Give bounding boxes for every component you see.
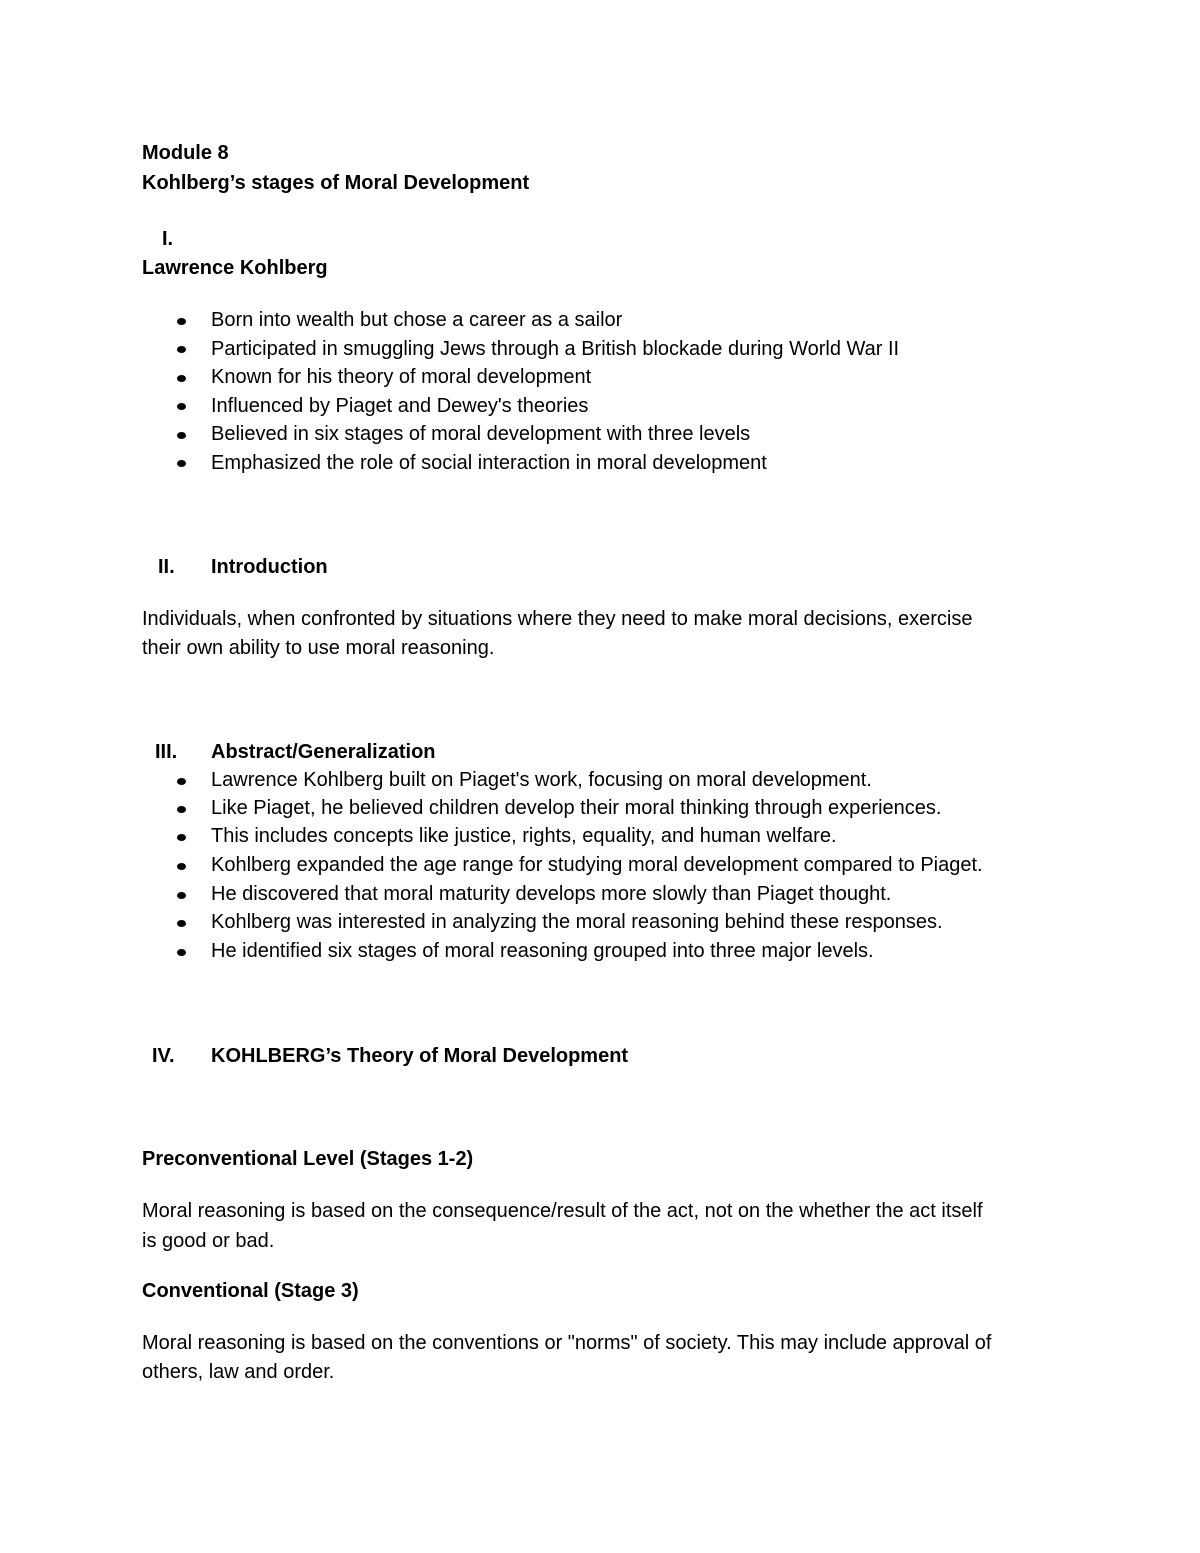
bullet-icon — [177, 949, 186, 956]
bullet-icon — [177, 403, 186, 410]
list-item: Kohlberg expanded the age range for studying moral development compared to Piaget. — [211, 854, 983, 876]
bullet-icon — [177, 375, 186, 382]
bullet-icon — [177, 432, 186, 439]
bullet-icon — [177, 778, 186, 785]
list-item: Influenced by Piaget and Dewey's theories — [211, 395, 589, 417]
bullet-icon — [177, 892, 186, 899]
section-4-heading: KOHLBERG’s Theory of Moral Development — [211, 1045, 629, 1067]
list-item: He identified six stages of moral reasoning grouped into three major levels. — [211, 940, 874, 962]
level-description-line: Moral reasoning is based on the conventions or "norms" of society. This may include approval of — [142, 1332, 992, 1354]
bullet-icon — [177, 346, 186, 353]
list-item: Kohlberg was interested in analyzing the moral reasoning behind these responses. — [211, 911, 943, 933]
module-label: Module 8 — [142, 142, 229, 164]
section-2-heading: Introduction — [211, 556, 328, 578]
section-2-paragraph-line: Individuals, when confronted by situations where they need to make moral decisions, exercise — [142, 608, 973, 630]
section-4-numeral: IV. — [152, 1045, 175, 1067]
list-item: Like Piaget, he believed children develop their moral thinking through experiences. — [211, 797, 942, 819]
bullet-icon — [177, 806, 186, 813]
section-2-numeral: II. — [158, 556, 175, 578]
level-title: Conventional (Stage 3) — [142, 1280, 359, 1302]
section-1-heading: Lawrence Kohlberg — [142, 257, 328, 279]
list-item: Known for his theory of moral development — [211, 366, 592, 388]
level-description-line: is good or bad. — [142, 1230, 275, 1252]
bullet-icon — [177, 863, 186, 870]
list-item: This includes concepts like justice, rights, equality, and human welfare. — [211, 825, 837, 847]
bullet-icon — [177, 834, 186, 841]
list-item: Emphasized the role of social interaction in moral development — [211, 452, 767, 474]
list-item: Participated in smuggling Jews through a British blockade during World War II — [211, 338, 900, 360]
list-item: Born into wealth but chose a career as a sailor — [211, 309, 623, 331]
bullet-icon — [177, 318, 186, 325]
document-title: Kohlberg’s stages of Moral Development — [142, 172, 530, 194]
level-description-line: Moral reasoning is based on the consequence/result of the act, not on the whether the act itself — [142, 1200, 983, 1222]
level-description-line: others, law and order. — [142, 1361, 335, 1383]
level-title: Preconventional Level (Stages 1-2) — [142, 1148, 474, 1170]
list-item: He discovered that moral maturity develops more slowly than Piaget thought. — [211, 883, 892, 905]
list-item: Believed in six stages of moral development with three levels — [211, 423, 751, 445]
bullet-icon — [177, 460, 186, 467]
list-item: Lawrence Kohlberg built on Piaget's work, focusing on moral development. — [211, 769, 872, 791]
bullet-icon — [177, 920, 186, 927]
section-2-paragraph-line: their own ability to use moral reasoning. — [142, 637, 495, 659]
section-3-heading: Abstract/Generalization — [211, 741, 436, 763]
section-1-numeral: I. — [162, 228, 174, 250]
section-3-numeral: III. — [155, 741, 178, 763]
